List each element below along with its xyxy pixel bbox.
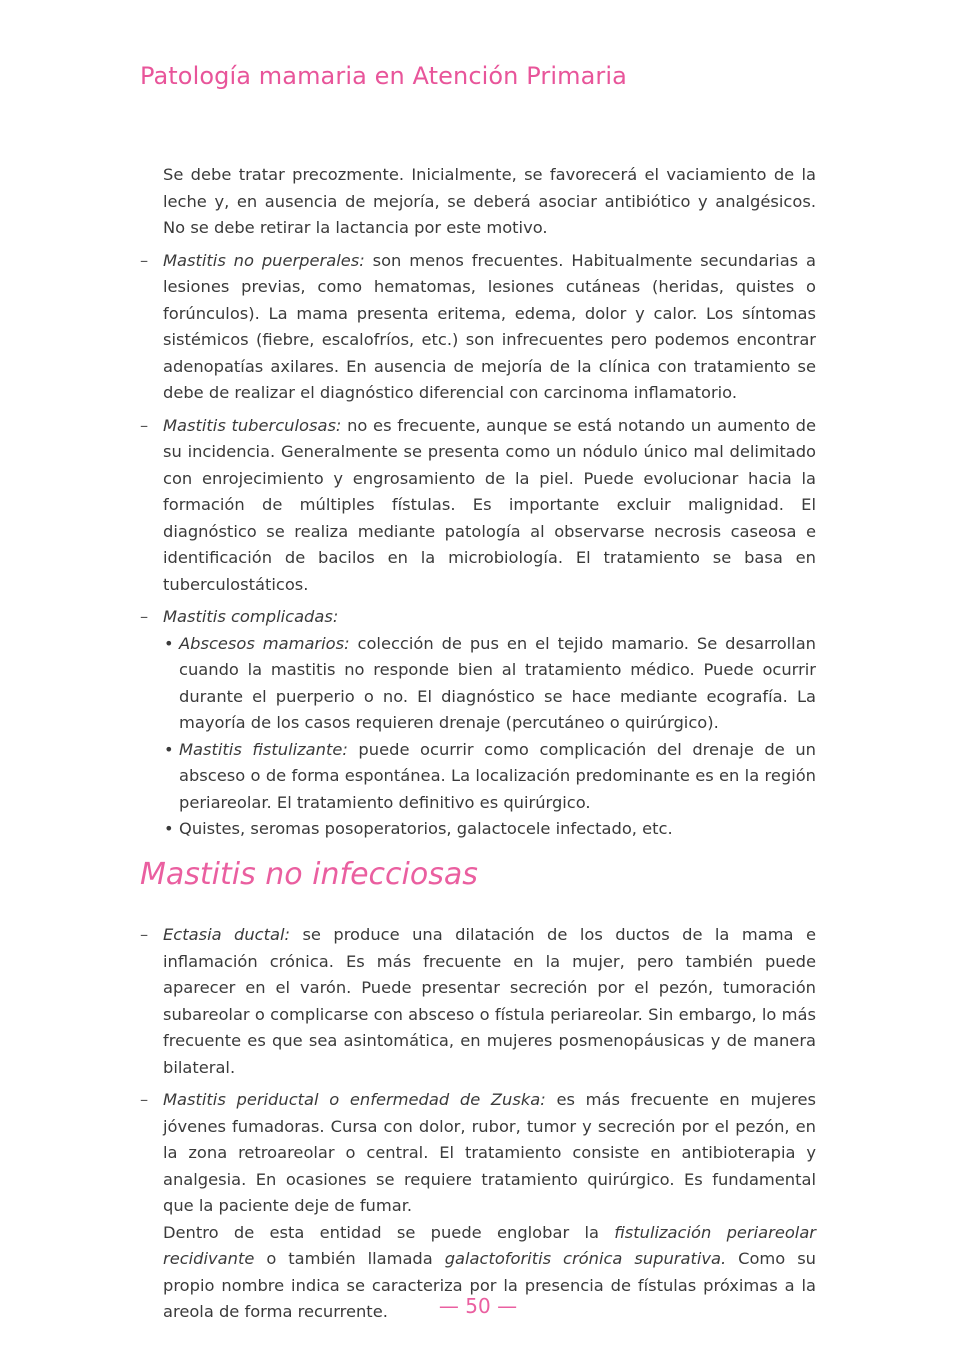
bullet-marker: •	[164, 819, 174, 838]
running-header-title: Patología mamaria en Atención Primaria	[140, 62, 627, 90]
subitem-term: Abscesos mamarios:	[179, 633, 350, 653]
item-term: Mastitis periductal o enfermedad de Zuska:	[163, 1090, 546, 1109]
item-term: Mastitis complicadas:	[163, 607, 339, 626]
dash-marker: –	[140, 925, 149, 944]
item-term: Ectasia ductal:	[163, 925, 290, 944]
dash-marker: –	[140, 250, 149, 270]
subitem-mastitis-fistulizante	[140, 737, 816, 817]
subitem-text: Quistes, seromas posoperatorios, galactocele infectado, etc.	[179, 819, 673, 838]
dash-marker: –	[140, 415, 149, 435]
continuation-mid: o también llamada	[254, 1249, 445, 1268]
subitem-term: Mastitis fistulizante:	[179, 739, 348, 759]
section-heading: Mastitis no infecciosas	[140, 857, 478, 892]
bullet-marker: •	[164, 633, 174, 653]
subitem-text: colección de pus en el tejido mamario. Se desarrollan cuando la mastitis no responde bien al tratamiento médico. Puede ocurrir durante el puerperio o no. El diagnóstico se hace mediante ecografía. La mayoría de los casos requieren drenaje (percutáneo o quirúrgico).	[179, 633, 816, 732]
item-text: no es frecuente, aunque se está notando un aumento de su incidencia. Generalmente se presenta como un nódulo único mal delimitado con enrojecimiento y engrosamiento de la piel. Puede evolucionar hacia la formación de múltiples fístulas. Es importante excluir malignidad. El diagnóstico se realiza mediante patología al observarse necrosis caseosa e identificación de bacilos en la microbiología. El tratamiento se basa en tuberculostáticos.	[163, 415, 816, 594]
list-item-mastitis-tuberculosas	[140, 413, 816, 599]
dash-marker: –	[140, 607, 149, 626]
body-text-top	[140, 162, 816, 843]
item-text: son menos frecuentes. Habitualmente secundarias a lesiones previas, como hematomas, lesiones cutáneas (heridas, quistes o forúnculos). La mama presenta eritema, edema, dolor y calor. Los síntomas sistémicos (fiebre, escalofríos, etc.) son infrecuentes pero podemos encontrar adenopatías axilares. En ausencia de mejoría de la clínica con tratamiento se debe de realizar el diagnóstico diferencial con carcinoma inflamatorio.	[163, 250, 816, 402]
continuation-post: Como su propio nombre indica se caracteriza por la presencia de fístulas próximas a la areola de forma recurrente.	[163, 1249, 816, 1321]
subitem-text: puede ocurrir como complicación del drenaje de un absceso o de forma espontánea. La localización predominante es en la región periareolar. El tratamiento definitivo es quirúrgico.	[179, 739, 816, 812]
page-number: — 50 —	[438, 1294, 518, 1318]
item-term: Mastitis no puerperales:	[163, 250, 365, 270]
body-text-section	[140, 922, 816, 1326]
continuation-term-2: galactoforitis crónica supurativa.	[444, 1249, 727, 1268]
item-term: Mastitis tuberculosas:	[163, 415, 342, 435]
list-item-mastitis-complicadas	[140, 604, 816, 631]
intro-paragraph: Se debe tratar precozmente. Inicialmente, se favorecerá el vaciamiento de la leche y, en ausencia de mejoría, se deberá asociar antibiótico y analgésicos. No se debe retirar la lactancia por este motivo.	[163, 165, 816, 237]
dash-marker: –	[140, 1090, 149, 1109]
continuation-pre: Dentro de esta entidad se puede englobar la	[163, 1222, 615, 1242]
list-item-ectasia-ductal	[140, 922, 816, 1081]
continuation-term-1: fistulización periareolar recidivante	[163, 1222, 816, 1268]
subitem-abscesos-mamarios	[140, 631, 816, 737]
item-text: es más frecuente en mujeres jóvenes fumadoras. Cursa con dolor, rubor, tumor y secreción por el pezón, en la zona retroareolar o central. El tratamiento consiste en antibioterapia y analgesia. En ocasiones se requiere tratamiento quirúrgico. Es fundamental que la paciente deje de fumar.	[163, 1090, 816, 1215]
subitem-quistes	[140, 816, 816, 843]
item-text: se produce una dilatación de los ductos de la mama e inflamación crónica. Es más frecuente en la mujer, pero también puede aparecer en el varón. Puede presentar secreción por el pezón, tumoración subareolar o complicarse con absceso o fístula periareolar. Sin embargo, lo más frecuente es que sea asintomática, en mujeres posmenopáusicas y de manera bilateral.	[163, 925, 816, 1077]
list-item-mastitis-no-puerperales	[140, 248, 816, 407]
bullet-marker: •	[164, 739, 174, 759]
list-item-mastitis-periductal	[140, 1087, 816, 1220]
